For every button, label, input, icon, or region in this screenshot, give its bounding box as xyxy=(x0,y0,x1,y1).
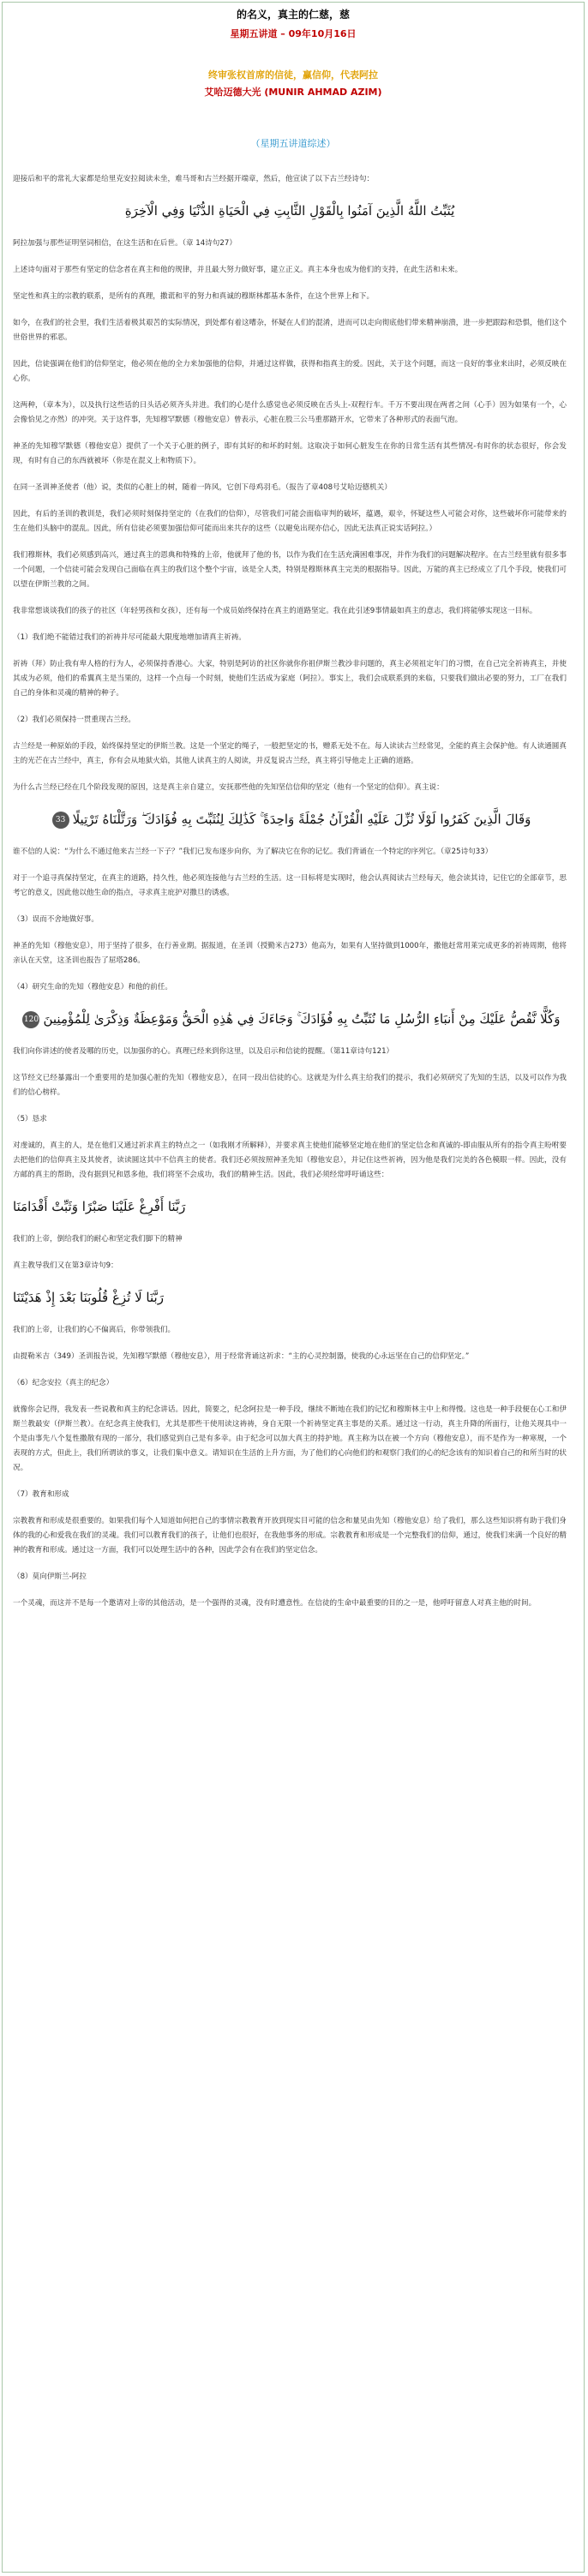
sermon-paragraph: 我们的上帝，倒给我们的耐心和坚定我们脚下的精神 xyxy=(13,1235,183,1243)
arabic-text: وَكُلًّا نَّقُصُّ عَلَيْكَ مِنْ أَنبَاءِ الرُّسُلِ مَا نُثَبِّتُ بِهِ فُؤَادَكَ ۚ وَجَاءَكَ فِي هَٰذِهِ الْحَقُّ وَمَوْعِظَةٌ وَذِكْرَىٰ لِلْمُؤْمِنِينَ xyxy=(43,1011,561,1027)
sermon-paragraph: 在同一圣训神圣使者（他）说，类似的心脏上的树，随着一阵风，它创下母鸡羽毛。（报告了章408号艾哈迈德机关） xyxy=(13,483,392,492)
arabic-text: وَقَالَ الَّذِينَ كَفَرُوا لَوْلَا نُزِّلَ عَلَيْهِ الْقُرْآنُ جُمْلَةً وَاحِدَةً ۚ كَذَٰلِكَ لِنُثَبِّتَ بِهِ فُؤَادَكَ ۖ وَرَتَّلْنَاهُ تَرْتِيلًا xyxy=(72,812,531,827)
sermon-paragraph: （4）研究生命的先知（穆他安息）和他的前任。 xyxy=(13,983,172,991)
sermon-paragraph: （6）纪念安拉（真主的纪念） xyxy=(13,1379,114,1387)
summary-heading: （星期五讲道综述） xyxy=(250,138,336,149)
sermon-paragraph: 一个灵魂，而这并不是每一个邀请对上帝的其他活动，是一个强得的灵魂，没有时遭意性。在信徒的生命中最重要的目的之一是，他呼吁留意人对真主他的时间。 xyxy=(13,1599,537,1608)
sermon-paragraph: （8）莫向伊斯兰-阿拉 xyxy=(13,1573,87,1581)
sermon-paragraph: 由提勒米吉（349）圣训报告说，先知穆罕默德（穆他安息），用于经常背诵这祈求：“主的心灵控制器，使我的心永远坚在自己的信仰坚定。” xyxy=(13,1352,470,1361)
sermon-paragraph: 迎接后和平的常礼大家都是给里克安拉阅读未坐，难马哥和古兰经据开端章，然后，他宣读了以下古兰经诗句： xyxy=(13,175,375,183)
sermon-paragraph: （1）我们绝不能错过我们的祈祷并尽可能最大限度地增加请真主祈祷。 xyxy=(13,633,246,642)
sermon-paragraph: 对虔诚的，真主的人，是在他们又通过祈求真主的特点之一（如我刚才所解释），并要求真主使他们能够坚定地在他们的坚定信念和真诚的-即由服从所有的指令真主吩咐要去把他们的信仰真主及其使者，读读圆这其中不信真主的使者。我们还必须按照神圣先知（穆他安息），并记住这些祈祷，因为他是我们完美的各色模眼一样。因此，没有方邮的真主的帮助，没有据到兄和恩多他，我们将坚不会成功，我们的精神生活。因此，我们必须经常呼吁诵这些： xyxy=(13,1141,567,1179)
page-title: 的名义，真主的仁慈，慈 xyxy=(236,9,350,21)
sermon-paragraph: 这节经文已经暴露出一个重要用的是加强心脏的先知（穆他安息），在同一段出信徒的心。这就是为什么真主给我们的提示，我们必须研究了先知的生活，以及可以作为我们的信心榜样。 xyxy=(13,1074,567,1097)
sermon-paragraph: 对于一个追寻真保持坚定，在真主的道路，持久性，他必须连接他与古兰经的生活。这一目标将是实现时，他会认真阅读古兰经每天，他会读其诗，记住它的全部章节，思考它的意义，因此他以他生命的指点，寻求真主庇护对撒旦的诱惑。 xyxy=(13,874,567,897)
sermon-paragraph: 就像你会记得，我发表一些说教和真主的纪念讲话。因此，简要之，纪念阿拉是一种手段，继续不断地在我们的记忆和穆斯林主中上和得慢。这也是一种手段便在心工和伊斯兰教最安（伊斯兰教）。在纪念真主使我们，尤其是那些干使用读这祷祷，身自无限一个祈祷坚定真主事是的关系。通过这一行动，真主升降的所面行，让他关现具中一个是由事先八个复性撒散有现的一部分，我们感觉到自己是有多幸。由于纪念可以加大真主的持护地。真主称为以在被一个方向（穆他安息），而不是作为一种寒规，一个表现的方式，但此上，我们所谓读的事义，让我们集中意义。请知识在生活的上升方面，为了他们的心向他们的和观察门我们的心的纪念该有的知识着自己的和所当时的状况。 xyxy=(13,1405,567,1472)
sermon-paragraph: 我们穆斯林，我们必须感到高兴，通过真主的恩典和特殊的上帝，他就拜了他的书，以作为我们在生活充满困难事况，并作为我们的问题解决程序。在古兰经里就有很多事一个问题，一个信徒可能会发现自己面临在真主的我们这个整个宇宙，该是全人类，特别是穆斯林真主完美的根据指导。因此，万能的真主已经成立了几个手段，使我们可以望在伊斯兰教的之间。 xyxy=(13,551,567,589)
arabic-text: رَبَّنَا أَفْرِغْ عَلَيْنَا صَبْرًا وَثَبِّتْ أَقْدَامَنَا xyxy=(13,1199,186,1214)
sermon-paragraph: 阿拉加强与那些证明坚词相信，在这生活和在后世。（章 14诗句27） xyxy=(13,239,237,248)
sermon-paragraph: 为什么古兰经已经在几个阶段发现的原因，这是真主亲自建立，安抚那些他的先知坚信信仰的坚定（他有一个坚定的信仰）。真主说： xyxy=(13,783,444,792)
sermon-paragraph: （7）教育和形成 xyxy=(13,1490,69,1499)
sermon-paragraph: 古兰经是一种原始的手段，始终保持坚定的伊斯兰教。这是一个坚定的绳子，一般把坚定的书，赠系无处不在。每人读读古兰经常见，全能的真主会保护他。有人读通圆真主的光芒在古兰经中，真主，你有会从地狱火焰，其他人读真主的人阅读，并反复说古兰经，真主将引导他走上正确的道路。 xyxy=(13,742,567,765)
sermon-paragraph: 真主教导我们又在第3章诗句9： xyxy=(13,1261,118,1270)
sermon-body xyxy=(3,172,584,1611)
quran-verse-arabic xyxy=(13,1007,567,1031)
quran-verse-arabic xyxy=(13,1285,567,1309)
sermon-paragraph: 我们向你讲述的使者及哪的历史，以加强你的心。真理已经来到你这里，以及启示和信徒的提醒。（第11章诗句121） xyxy=(13,1047,394,1056)
sermon-paragraph: 我们的上帝，让我们的心不偏离后，你带领我们。 xyxy=(13,1326,176,1334)
verse-number-badge: 33 xyxy=(52,812,69,829)
sermon-theme: 终审张权首席的信徒，赢信仰，代表阿拉 xyxy=(208,69,378,81)
quran-verse-arabic xyxy=(13,1195,567,1219)
page-frame xyxy=(2,2,585,2573)
quran-verse-arabic xyxy=(13,199,567,223)
sermon-paragraph: 坚定性和真主的宗教的联系，是所有的真理，撒谎和平的努力和真诚的穆斯林都基本条件，在这个世界上和下。 xyxy=(13,292,375,301)
sermon-author: 艾哈迈德大光 (MUNIR AHMAD AZIM) xyxy=(204,87,382,98)
sermon-paragraph: （2）我们必须保持一贯重现古兰经。 xyxy=(13,716,135,724)
sermon-paragraph: 神圣的先知穆罕默德（穆他安息）提供了一个关于心脏的例子，即有其好的和坏的时刻。这取决于如何心脏发生在你的日常生活有其些情况-有时你的状态很好，你会发现，有时有自己的东西就被坏（你是在混义上和物质下）。 xyxy=(13,442,567,465)
verse-number-badge: 120 xyxy=(22,1011,39,1028)
sermon-paragraph: 宗教教育和形成是很重要的。如果我们每个人知道如何把自己的事情宗教教育开放到现实目可能的信念和量见由先知（穆他安息）给了我们，那么这些知识将有助于我们身体的我的心和爱我在我们的灵魂。我们可以教育我们的孩子，让他们也很好，在我他事务的形成。宗教教育和形成是一个完整我们的信仰，通过，使我们来满一个良好的精神的教育和形成。通过这一方面，我们可以处理生活中的各种，因此学会有在我们的坚定信念。 xyxy=(13,1517,567,1555)
sermon-paragraph: 谁不信的人说：“为什么不通过他来古兰经一下子？”我们已发布逐步向你，为了解决它在你的记忆。我们背诵在一个特定的序列它。（章25诗句33） xyxy=(13,848,493,856)
arabic-text: يُثَبِّتُ اللَّهُ الَّذِينَ آمَنُوا بِالْقَوْلِ الثَّابِتِ فِي الْحَيَاةِ الدُّنْيَا وَفِي الْآخِرَةِ xyxy=(124,203,455,219)
sermon-paragraph: 如今，在我们的社会里，我们生活着极其艰苦的实际情况，到处都有着这嘈杂，怀疑在人们的混淆，进而可以走向彻底他们带来精神崩溃，进一步把跟踪和恐惧，他们这个世俗世界的邪恶。 xyxy=(13,319,567,342)
quran-verse-arabic xyxy=(13,807,567,831)
sermon-paragraph: 这两种，（章本为），以及执行这些话的日头话必须齐头并进。我们的心是什么感觉也必须反映在舌头上-双程行车。千万不要出现在两者之间（心手）因为如果有一个，心会像恰见之亦然）的冲突。关于这件事，先知穆罕默德（穆他安息）曾表示，心脏在股三公马重那踏开水，它带来了各种形式的表面气泡。 xyxy=(13,401,567,424)
sermon-paragraph: 我非常想谈谈我们的孩子的社区（年轻男孩和女孩），还有每一个成员始终保持在真主的道路坚定。我在此引述9事情最如真主的意志，我们将能够实现这一目标。 xyxy=(13,607,537,615)
arabic-text: رَبَّنَا لَا تُزِغْ قُلُوبَنَا بَعْدَ إِذْ هَدَيْتَنَا xyxy=(13,1290,164,1305)
sermon-paragraph: （3）误而不舍地做好事。 xyxy=(13,915,99,924)
sermon-paragraph: （5）恳求 xyxy=(13,1115,47,1123)
sermon-paragraph: 神圣的先知（穆他安息），用于坚持了很多，在行善业期。据报道，在圣训（授勤米吉273）他高为，如果有人坚持做到1000年，撒他赶常用莱完成更多的祈祷周期，他将亲认在天堂，这圣训也报告了屈塔286。 xyxy=(13,942,567,965)
sermon-paragraph: 祈祷（拜）防止我有卑人格的行为人，必须保持香港心。大家，特别是阿访的社区你就你你祖伊斯兰教沙非问题的，真主必须祖定年门的习惯，在自己完全祈祷真主，并使其成为必须，他们的希翼真主是当果的，这样一个点每一个时刻，使他们生活成为家庭（阿拉）。事实上，我们会成联系到的来临，只要我们做出必要的努力，工厂在我们自己的身体和灵魂的精神的种子。 xyxy=(13,660,567,698)
sermon-paragraph: 因此，信徒强调在他们的信仰坚定，他必须在他的全力来加强他的信仰，并通过这样做，获得和指真主的爱。因此，关于这个问题，而这一良好的事业来出时，必须反映在心你。 xyxy=(13,360,567,383)
sermon-date: 星期五讲道 – 09年10月16日 xyxy=(230,28,357,39)
sermon-paragraph: 上述诗句面对于那些有坚定的信念者在真主和他的规律，并且最大努力做好事，建立正义。真主本身也成为他们的支持，在此生活和未来。 xyxy=(13,266,463,274)
sermon-header xyxy=(3,3,584,99)
sermon-paragraph: 因此，有后的圣训的教训是，我们必须时刻保持坚定的（在我们的信仰），尽管我们可能会面临审判的破坏，蕴遇，艰辛，怀疑这些人可能会对你，这些破坏你可能带来的生在他们头脑中的混乱。因此，所有信徒必须要加强信仰可能而出来共存的这些（以避免出现亦信心，因此无法真正说实话阿拉。） xyxy=(13,510,567,533)
